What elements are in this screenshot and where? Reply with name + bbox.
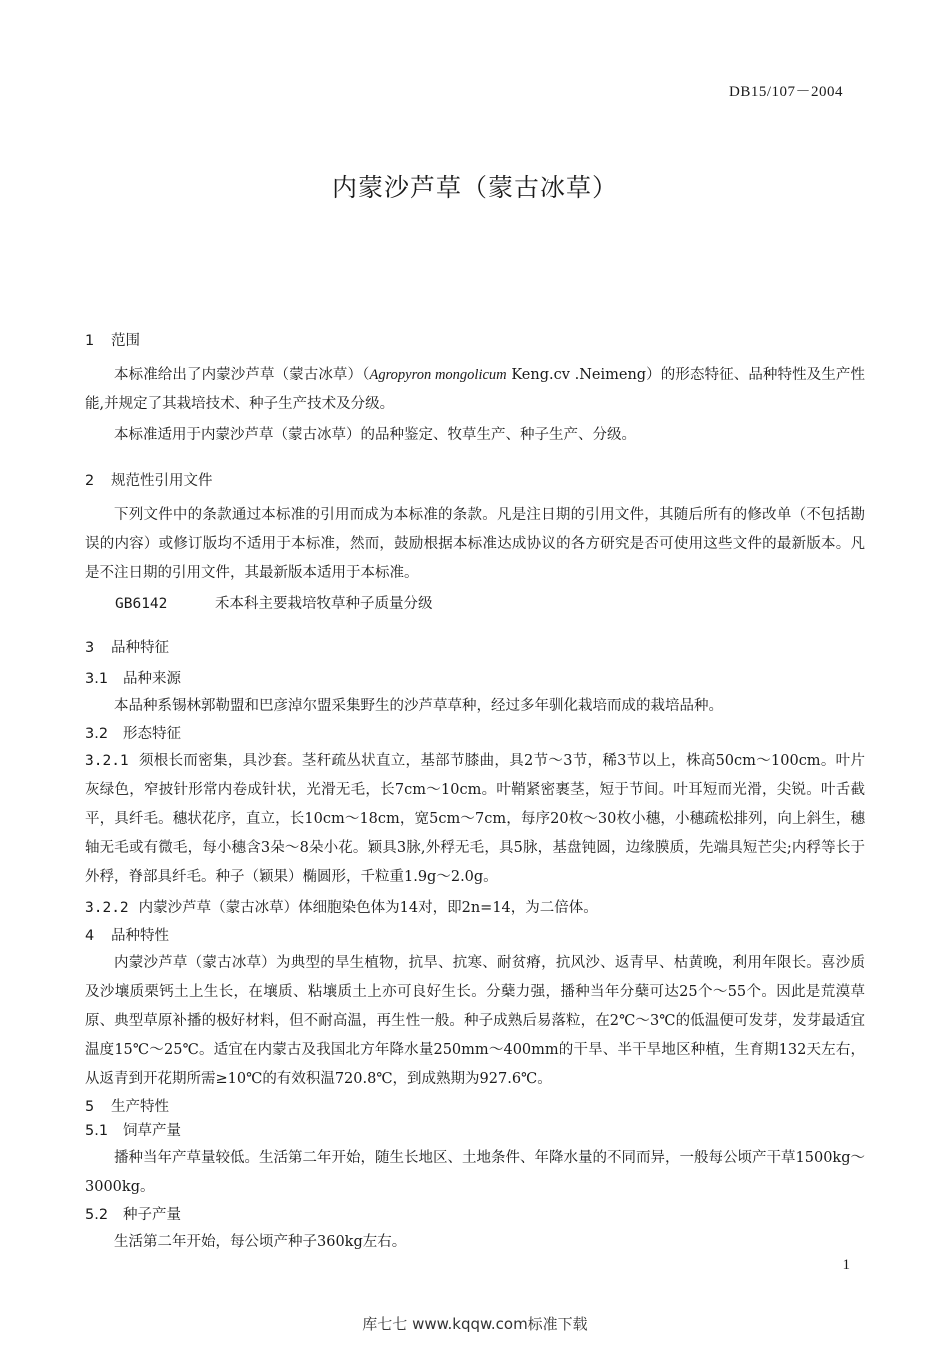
section-number: 2	[85, 473, 95, 489]
subsection-number: 3.1	[85, 671, 109, 687]
section-heading-variety-traits	[85, 925, 865, 947]
footer-watermark: 库七七 www.kqqw.com标准下载	[362, 1315, 588, 1333]
paragraph: 本品种系锡林郭勒盟和巴彦淖尔盟采集野生的沙芦草草种，经过多年驯化栽培而成的栽培品种。	[114, 698, 723, 714]
subsection-number: 5.2	[85, 1207, 109, 1223]
reference-title: 禾本科主要栽培牧草种子质量分级	[215, 596, 433, 612]
clause-text: 须根长而密集，具沙套。茎秆疏丛状直立，基部节膝曲，具2节～3节，稀3节以上，株高50cm～100cm。叶片灰绿色，窄披针形常内卷成针状，光滑无毛，长7cm～10cm。叶鞘紧密裹茎，短于节间。叶耳短而光滑，尖锐。叶舌截平，具纤毛。穗状花序，直立，长10cm～18cm，宽5cm～7cm，每序20枚～30枚小穗，小穗疏松排列，向上斜生，穗轴无毛或有微毛，每小穗含3朵～8朵小花。颖具3脉,外稃无毛，具5脉，基盘钝圆，边缘膜质，先端具短芒尖;内稃等长于外稃，脊部具纤毛。种子（颖果）椭圆形，千粒重1.9g～2.0g。	[85, 753, 865, 885]
subsection-number: 5.1	[85, 1123, 109, 1139]
section-heading-normative-references	[85, 470, 865, 492]
clause-paragraph	[85, 894, 865, 923]
paragraph: 播种当年产草量较低。生活第二年开始，随生长地区、土地条件、年降水量的不同而异，一般每公顷产干草1500kg～3000kg。	[85, 1150, 865, 1195]
section-title: 品种特性	[111, 928, 169, 944]
subsection-title: 形态特征	[123, 726, 181, 742]
section-heading-variety-characteristics	[85, 637, 865, 659]
subsection-title: 品种来源	[123, 671, 181, 687]
paragraph: 生活第二年开始，每公顷产种子360kg左右。	[114, 1234, 407, 1250]
page-number: 1	[842, 1257, 850, 1273]
section-title: 品种特征	[111, 640, 169, 656]
subsection-number: 3.2	[85, 726, 109, 742]
subsection-heading-forage-yield	[85, 1120, 865, 1142]
text-run: 本标准给出了内蒙沙芦草（蒙古冰草）（	[114, 367, 370, 383]
subsection-title: 种子产量	[123, 1207, 181, 1223]
subsection-heading-seed-yield	[85, 1204, 865, 1226]
standard-number: DB15/107－2004	[728, 84, 843, 100]
clause-number: 3.2.2	[85, 900, 129, 916]
section-number: 1	[85, 333, 95, 349]
paragraph: 内蒙沙芦草（蒙古冰草）为典型的旱生植物，抗旱、抗寒、耐贫瘠，抗风沙、返青早、枯黄晚，利用年限长。喜沙质及沙壤质栗钙土上生长，在壤质、粘壤质土上亦可良好生长。分蘖力强，播种当年分蘖可达25个～55个。因此是荒漠草原、典型草原补播的极好材料，但不耐高温，再生性一般。种子成熟后易落粒，在2℃～3℃的低温便可发芽，发芽最适宜温度15℃～25℃。适宜在内蒙古及我国北方年降水量250mm～400mm的干旱、半干旱地区种植，生育期132天左右，从返青到开花期所需≥10℃的有效积温720.8℃，到成熟期为927.6℃。	[85, 955, 865, 1087]
subsection-heading-origin	[85, 668, 865, 690]
section-heading-production-traits	[85, 1096, 865, 1118]
document-title: 内蒙沙芦草（蒙古冰草）	[331, 173, 618, 202]
section-title: 生产特性	[111, 1099, 169, 1115]
section-heading-scope	[85, 330, 865, 352]
subsection-heading-morphology	[85, 723, 865, 745]
section-number: 3	[85, 640, 95, 656]
section-title: 规范性引用文件	[111, 473, 213, 489]
clause-text: 内蒙沙芦草（蒙古冰草）体细胞染色体为14对，即2n=14，为二倍体。	[138, 900, 598, 916]
reference-entry	[85, 590, 865, 619]
section-number: 5	[85, 1099, 95, 1115]
reference-code: GB6142	[115, 596, 168, 612]
section-number: 4	[85, 928, 95, 944]
clause-paragraph	[85, 747, 865, 892]
latin-name: Agropyron mongolicum	[369, 367, 507, 383]
section-title: 范围	[111, 333, 140, 349]
paragraph	[85, 361, 865, 419]
subsection-title: 饲草产量	[123, 1123, 181, 1139]
paragraph: 本标准适用于内蒙沙芦草（蒙古冰草）的品种鉴定、牧草生产、种子生产、分级。	[114, 427, 636, 443]
document-body	[85, 320, 865, 1259]
paragraph: 下列文件中的条款通过本标准的引用而成为本标准的条款。凡是注日期的引用文件，其随后所有的修改单（不包括勘误的内容）或修订版均不适用于本标准，然而，鼓励根据本标准达成协议的各方研究是否可使用这些文件的最新版本。凡是不注日期的引用文件，其最新版本适用于本标准。	[85, 507, 865, 581]
clause-number: 3.2.1	[85, 753, 129, 769]
text-run: Keng.cv .Neimeng）的形态特征、品种特性及生产性能,并规定了其栽培技术、种子生产技术及分级。	[85, 367, 866, 412]
